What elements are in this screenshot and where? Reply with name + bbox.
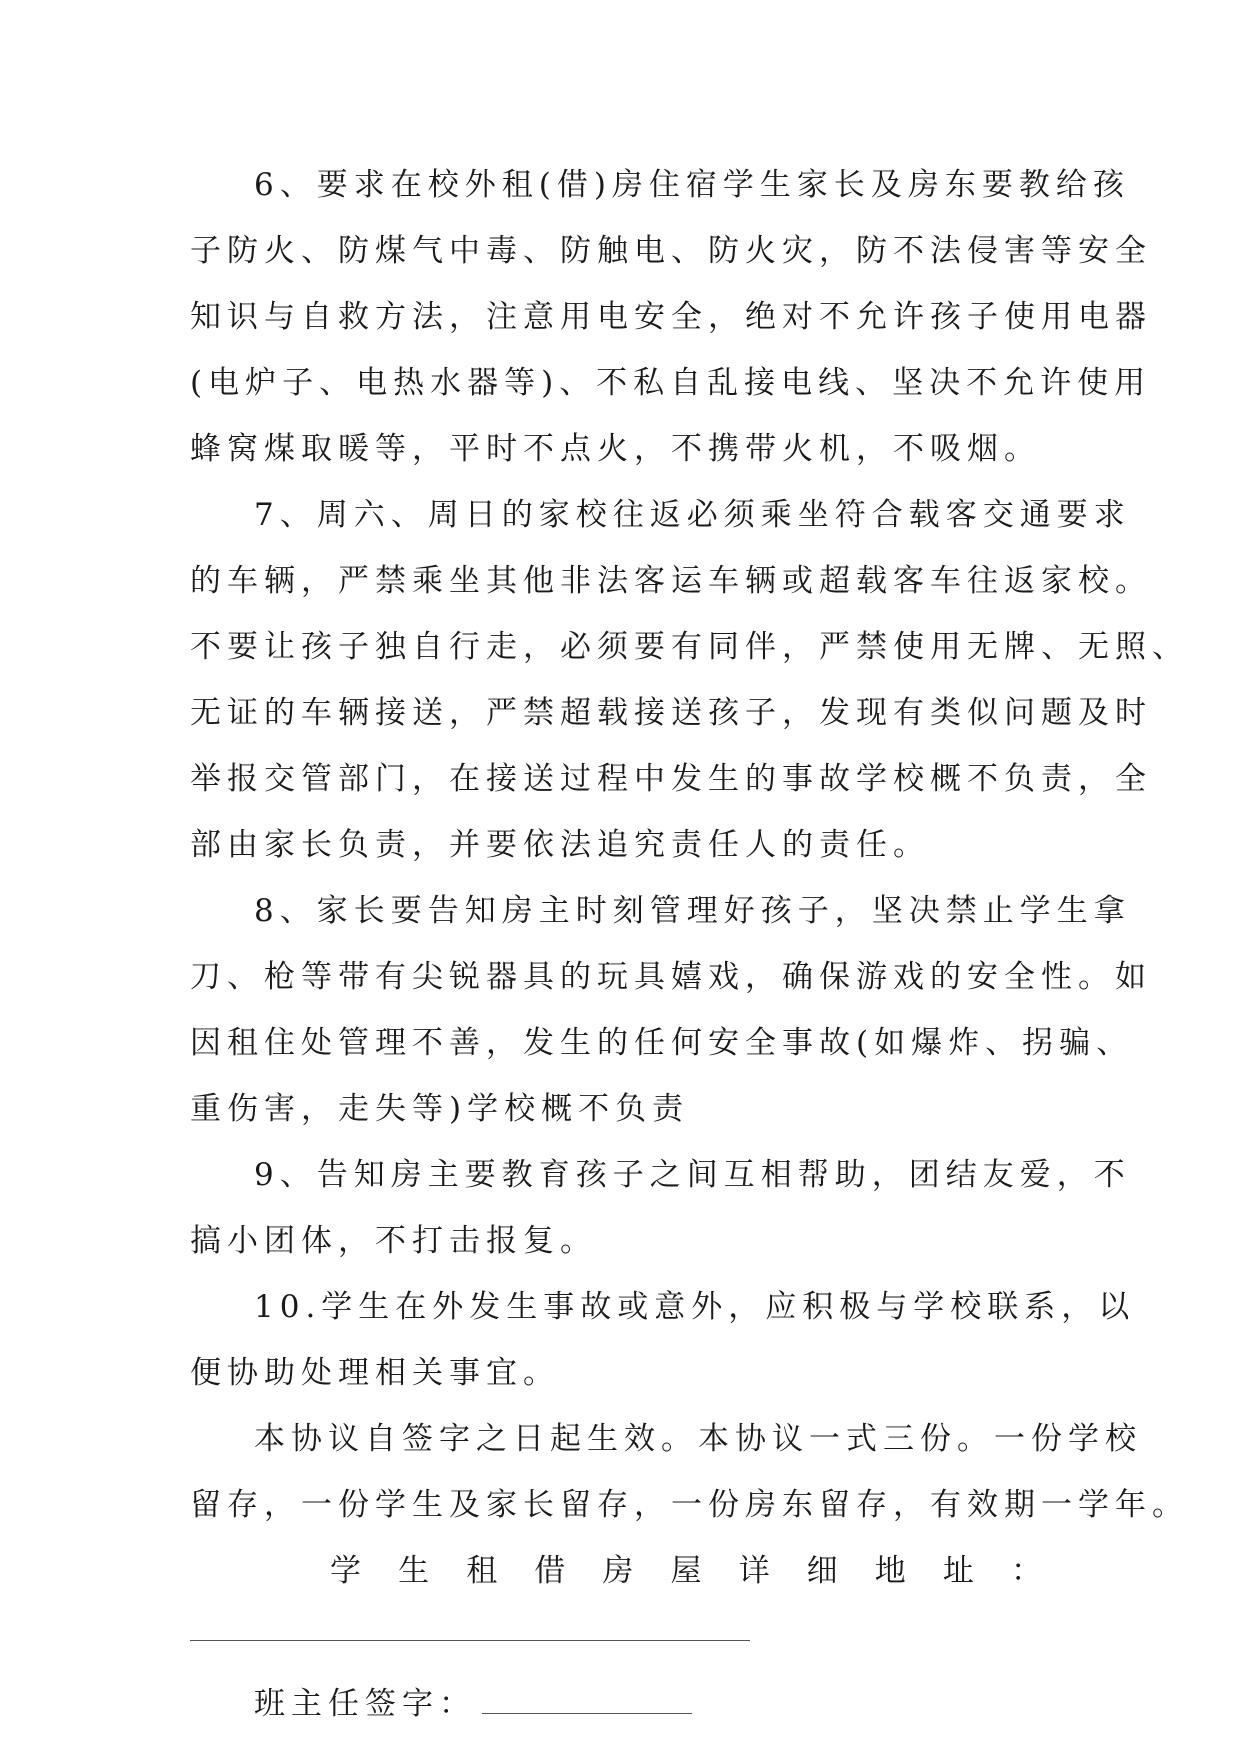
text-line: 知识与自救方法，注意用电安全，绝对不允许孩子使用电器 (190, 299, 1152, 335)
text-line: 搞小团体，不打击报复。 (190, 1223, 597, 1259)
text-line: 7、周六、周日的家校往返必须乘坐符合载客交通要求 (254, 497, 1131, 533)
text-line: 蜂窝煤取暖等，平时不点火，不携带火机，不吸烟。 (190, 431, 1041, 467)
text-line: 子防火、防煤气中毒、防触电、防火灾，防不法侵害等安全 (190, 233, 1152, 269)
text-line: 本协议自签字之日起生效。本协议一式三份。一份学校 (254, 1421, 1142, 1457)
text-line: 重伤害，走失等)学校概不负责 (190, 1091, 690, 1127)
address-label-char: 详 (738, 1553, 770, 1589)
text-line: 8、家长要告知房主时刻管理好孩子，坚决禁止学生拿 (254, 893, 1131, 929)
address-label-char: 租 (466, 1553, 498, 1589)
signature-label: 班主任签字： (254, 1686, 476, 1722)
address-label-char: 学 (330, 1553, 361, 1589)
address-label-char: 址 (942, 1553, 974, 1589)
text-line: 无证的车辆接送，严禁超载接送孩子，发现有类似问题及时 (190, 695, 1152, 731)
address-label-char: 屋 (670, 1553, 702, 1589)
address-label-char: 生 (398, 1553, 430, 1589)
address-label-char: 房 (602, 1553, 634, 1589)
text-line: 10.学生在外发生事故或意外，应积极与学校联系，以 (254, 1289, 1136, 1325)
text-line: 的车辆，严禁乘坐其他非法客运车辆或超载客车往返家校。 (190, 563, 1152, 599)
text-line: (电炉子、电热水器等)、不私自乱接电线、坚决不允许使用 (190, 365, 1152, 401)
text-line: 刀、枪等带有尖锐器具的玩具嬉戏，确保游戏的安全性。如 (190, 959, 1152, 995)
text-line: 部由家长负责，并要依法追究责任人的责任。 (190, 827, 930, 863)
address-label-char: 细 (806, 1553, 838, 1589)
signature-blank-line (482, 1683, 692, 1714)
text-line: 9、告知房主要教育孩子之间互相帮助，团结友爱，不 (254, 1157, 1131, 1193)
address-label-char: 地 (874, 1553, 906, 1589)
text-line: 留存，一份学生及家长留存，一份房东留存，有效期一学年。 (190, 1487, 1189, 1523)
address-label (190, 1538, 1050, 1604)
address-label-char: ： (1010, 1553, 1042, 1589)
document-body (190, 152, 1189, 1737)
text-line: 因租住处管理不善，发生的任何安全事故(如爆炸、拐骗、 (190, 1025, 1134, 1061)
address-blank-line (190, 1632, 750, 1641)
text-line: 不要让孩子独自行走，必须要有同伴，严禁使用无牌、无照、 (190, 629, 1189, 665)
signature-row (190, 1671, 1050, 1737)
text-line: 6、要求在校外租(借)房住宿学生家长及房东要教给孩 (254, 167, 1130, 203)
text-line: 便协助处理相关事宜。 (190, 1355, 560, 1391)
text-line: 举报交管部门，在接送过程中发生的事故学校概不负责，全 (190, 761, 1152, 797)
address-label-char: 借 (534, 1553, 566, 1589)
paragraph-lines (190, 152, 1189, 1538)
